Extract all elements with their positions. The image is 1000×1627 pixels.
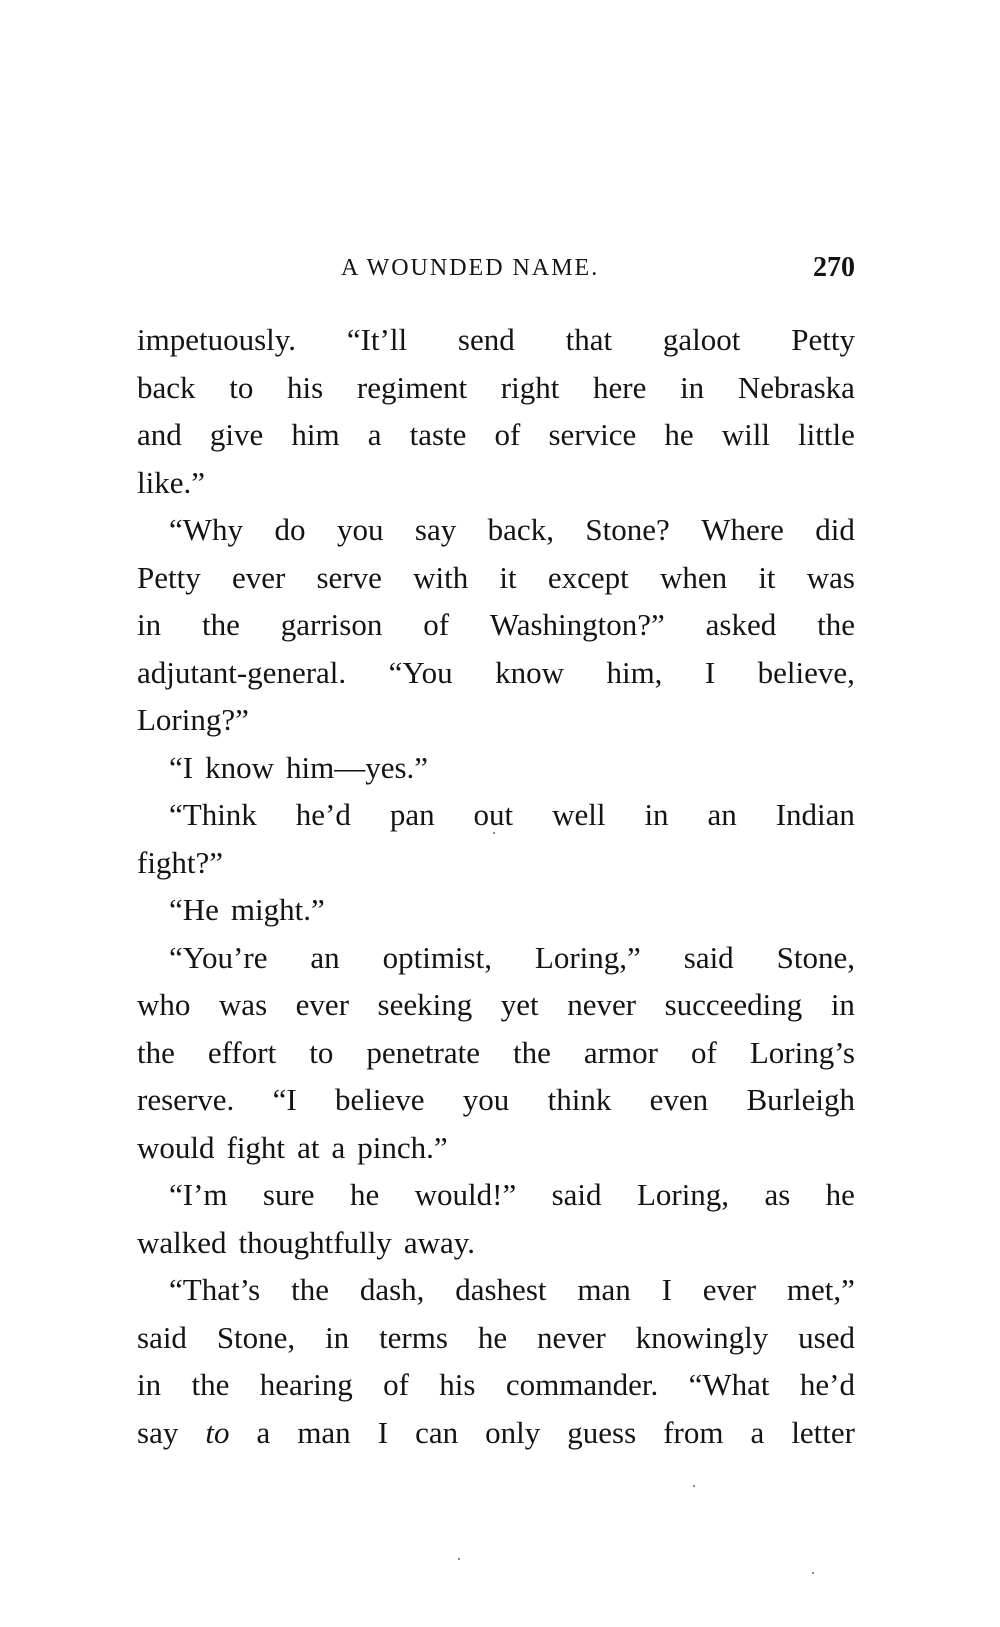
word: “Why <box>169 512 244 547</box>
word: back <box>137 369 196 405</box>
word: succeeding <box>664 987 803 1022</box>
word: except <box>547 559 629 595</box>
word: used <box>798 1319 855 1355</box>
word: seeking <box>377 987 473 1022</box>
word: in <box>830 987 855 1022</box>
word: him—yes.” <box>285 749 429 785</box>
word: “I’m <box>169 1177 228 1212</box>
word: away. <box>403 1224 475 1260</box>
word: knowingly <box>635 1319 769 1355</box>
page-number: 270 <box>813 252 855 283</box>
word: of <box>423 607 450 642</box>
word: and <box>137 417 182 452</box>
text-line <box>137 744 855 792</box>
word: of <box>494 417 521 452</box>
word: of <box>383 1367 409 1402</box>
print-speck <box>493 832 495 834</box>
word: I <box>704 654 716 690</box>
word: send <box>457 322 515 357</box>
word: the <box>291 1272 329 1307</box>
word: guess <box>567 1414 637 1450</box>
word: you <box>462 1082 510 1117</box>
text-line <box>137 791 855 839</box>
word: optimist, <box>382 939 492 975</box>
word: Stone, <box>216 1319 296 1355</box>
word: “I <box>272 1082 297 1117</box>
word: galoot <box>662 322 741 357</box>
word: commander. <box>505 1367 659 1402</box>
word: in <box>644 797 669 832</box>
text-line <box>137 554 855 602</box>
text-line <box>137 459 855 507</box>
word: do <box>274 512 306 547</box>
text-line <box>137 1029 855 1077</box>
word: he <box>664 417 694 452</box>
word: reserve. <box>137 1082 235 1117</box>
word: pan <box>389 797 435 832</box>
word: never <box>536 1319 606 1355</box>
text-line <box>137 934 855 982</box>
word: think <box>547 1082 612 1117</box>
word: “Think <box>169 797 257 832</box>
word: did <box>815 512 855 547</box>
word: you <box>336 512 384 547</box>
text-line <box>137 1171 855 1219</box>
word: dash, <box>359 1272 425 1307</box>
word: say <box>414 512 457 547</box>
word: sure <box>262 1177 315 1212</box>
word: to <box>205 1414 230 1450</box>
word: the <box>513 1034 551 1070</box>
word: hearing <box>259 1367 353 1402</box>
word: know <box>495 654 564 690</box>
word: Loring,” <box>534 939 641 975</box>
word: “You <box>388 654 453 690</box>
word: met,” <box>786 1272 855 1307</box>
word: he <box>477 1319 508 1355</box>
word: out <box>473 797 514 832</box>
word: a <box>750 1414 765 1450</box>
word: “What <box>688 1367 770 1402</box>
word: the <box>191 1367 230 1402</box>
word: it <box>758 559 776 595</box>
word: terms <box>379 1319 448 1355</box>
word: would!” <box>414 1177 517 1212</box>
word: Loring’s <box>749 1034 855 1070</box>
word: in <box>137 1367 162 1402</box>
word: little <box>798 417 855 452</box>
word: here <box>593 369 647 405</box>
text-line <box>137 981 855 1029</box>
word: Washington?” <box>489 607 665 642</box>
word: he <box>825 1177 855 1212</box>
word: service <box>548 417 637 452</box>
word: I <box>377 1414 389 1450</box>
text-line <box>137 1124 855 1172</box>
word: man <box>297 1414 351 1450</box>
word: dashest <box>455 1272 547 1307</box>
word: can <box>415 1414 459 1450</box>
word: Where <box>701 512 784 547</box>
word: effort <box>207 1034 277 1070</box>
word: at <box>297 1129 320 1165</box>
word: asked <box>705 607 777 642</box>
word: of <box>690 1034 717 1070</box>
word: impetuously. <box>137 322 297 357</box>
word: to <box>309 1034 334 1070</box>
word: serve <box>316 559 382 595</box>
word: Petty <box>137 559 201 595</box>
word: fight?” <box>137 844 224 880</box>
word: yet <box>500 987 539 1022</box>
word: in <box>137 607 162 642</box>
word: his <box>439 1367 476 1402</box>
text-line <box>137 506 855 554</box>
word: the <box>202 607 240 642</box>
word: like.” <box>137 464 205 500</box>
text-line <box>137 316 855 364</box>
word: Stone, <box>776 939 855 975</box>
word: “You’re <box>169 939 268 975</box>
body-text <box>137 316 855 1456</box>
word: ever <box>231 559 286 595</box>
word: regiment <box>356 369 468 405</box>
word: his <box>287 369 324 405</box>
word: would <box>137 1129 215 1165</box>
word: only <box>485 1414 541 1450</box>
running-head <box>137 248 855 288</box>
text-line <box>137 1219 855 1267</box>
word: an <box>707 797 737 832</box>
word: armor <box>583 1034 658 1070</box>
word: will <box>721 417 770 452</box>
word: Petty <box>791 322 855 357</box>
word: said <box>683 939 734 975</box>
text-line <box>137 1314 855 1362</box>
word: him, <box>606 654 663 690</box>
text-line <box>137 839 855 887</box>
print-speck <box>693 1485 695 1487</box>
word: Nebraska <box>737 369 855 405</box>
word: might.” <box>230 892 325 927</box>
word: adjutant-general. <box>137 654 347 690</box>
word: a <box>367 417 382 452</box>
word: to <box>229 369 254 405</box>
print-speck <box>812 1572 814 1574</box>
word: ever <box>295 987 350 1022</box>
word: said <box>551 1177 602 1212</box>
word: ever <box>702 1272 757 1307</box>
word: he’d <box>799 1367 855 1402</box>
word: letter <box>791 1414 855 1450</box>
word: even <box>649 1082 709 1117</box>
text-line <box>137 886 855 934</box>
word: the <box>137 1034 175 1070</box>
word: walked <box>137 1224 227 1260</box>
word: taste <box>409 417 467 452</box>
text-line <box>137 601 855 649</box>
word: thoughtfully <box>238 1224 392 1260</box>
text-line <box>137 649 855 697</box>
word: him <box>291 417 340 452</box>
text-line <box>137 1361 855 1409</box>
word: an <box>310 939 340 975</box>
word: a <box>256 1414 271 1450</box>
word: Stone? <box>585 512 670 547</box>
text-line <box>137 411 855 459</box>
word: in <box>680 369 705 405</box>
word: “It’ll <box>346 322 408 357</box>
word: believe, <box>757 654 855 690</box>
word: garrison <box>280 607 383 642</box>
word: the <box>817 607 855 642</box>
text-line <box>137 1076 855 1124</box>
word: a <box>331 1129 346 1165</box>
word: fight <box>226 1129 286 1165</box>
word: pinch.” <box>357 1129 448 1165</box>
text-line <box>137 1266 855 1314</box>
word: he <box>349 1177 380 1212</box>
print-speck <box>458 1558 460 1560</box>
word: right <box>500 369 560 405</box>
word: Loring, <box>636 1177 730 1212</box>
text-line <box>137 1409 855 1457</box>
word: he’d <box>295 797 351 832</box>
text-line <box>137 696 855 744</box>
word: I <box>661 1272 672 1307</box>
word: said <box>137 1319 187 1355</box>
word: was <box>218 987 268 1022</box>
word: man <box>577 1272 631 1307</box>
word: know <box>205 749 274 785</box>
word: “He <box>169 892 219 927</box>
word: say <box>137 1414 179 1450</box>
word: well <box>552 797 606 832</box>
word: in <box>325 1319 350 1355</box>
word: Loring?” <box>137 702 249 737</box>
word: when <box>659 559 728 595</box>
text-line <box>137 364 855 412</box>
running-title: A WOUNDED NAME. <box>341 255 600 281</box>
word: back, <box>487 512 554 547</box>
word: as <box>764 1177 791 1212</box>
word: Indian <box>775 797 855 832</box>
word: that <box>565 322 613 357</box>
word: give <box>209 417 264 452</box>
word: believe <box>334 1082 425 1117</box>
word: penetrate <box>366 1034 480 1070</box>
word: Burleigh <box>746 1082 855 1117</box>
word: “That’s <box>169 1272 261 1307</box>
word: from <box>663 1414 724 1450</box>
word: was <box>806 559 855 595</box>
word: it <box>499 559 517 595</box>
word: never <box>567 987 637 1022</box>
word: with <box>413 559 469 595</box>
word: who <box>137 987 191 1022</box>
word: “I <box>169 749 194 785</box>
